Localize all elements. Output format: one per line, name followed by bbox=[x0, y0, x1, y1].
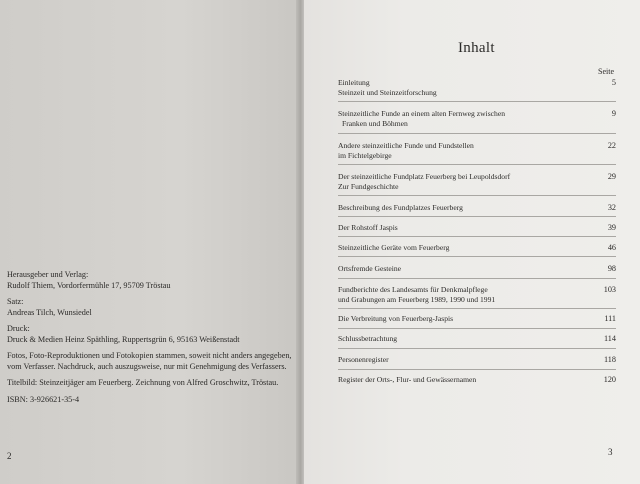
toc-page-number: 111 bbox=[604, 314, 616, 323]
toc-page-number: 5 bbox=[611, 78, 616, 87]
toc-entry: Schlussbetrachtung 114 bbox=[338, 334, 616, 343]
toc-page-number: 114 bbox=[604, 334, 616, 343]
imprint-isbn: ISBN: 3-926621-35-4 bbox=[7, 394, 80, 404]
toc-entry: Einleitung Steinzeit und Steinzeitforschung 5 bbox=[338, 78, 616, 97]
divider bbox=[338, 164, 616, 165]
imprint-printing: Druck: Druck & Medien Heinz Späthling, Ruppertsgrün 6, 95163 Weißenstadt bbox=[7, 324, 240, 344]
toc-title: Inhalt bbox=[458, 40, 495, 56]
toc-entry: Fundberichte des Landesamts für Denkmalpflege und Grabungen am Feuerberg 1989, 1990 und 1991 103 bbox=[338, 285, 616, 304]
divider bbox=[338, 278, 616, 279]
imprint-typesetting: Satz: Andreas Tilch, Wunsiedel bbox=[7, 297, 92, 317]
divider bbox=[338, 256, 616, 257]
toc-entry: Andere steinzeitliche Funde und Fundstellen im Fichtelgebirge 22 bbox=[338, 141, 616, 160]
toc-entry: Der Rohstoff Jaspis 39 bbox=[338, 223, 616, 232]
divider bbox=[338, 348, 616, 349]
toc-page-number: 29 bbox=[607, 172, 616, 181]
page-number-right: 3 bbox=[608, 447, 613, 457]
divider bbox=[338, 369, 616, 370]
toc-entry: Beschreibung des Fundplatzes Feuerberg 32 bbox=[338, 203, 616, 212]
toc-entry: Ortsfremde Gesteine 98 bbox=[338, 264, 616, 273]
toc-page-number: 118 bbox=[604, 355, 616, 364]
divider bbox=[338, 101, 616, 102]
toc-entry: Personenregister 118 bbox=[338, 355, 616, 364]
toc-page-number: 9 bbox=[611, 109, 616, 118]
divider bbox=[338, 308, 616, 309]
toc-entry: Register der Orts-, Flur- und Gewässernamen 120 bbox=[338, 375, 616, 384]
divider bbox=[338, 216, 616, 217]
divider bbox=[338, 195, 616, 196]
divider bbox=[338, 133, 616, 134]
toc-page-number: 22 bbox=[607, 141, 616, 150]
imprint-photo-credits: Fotos, Foto-Reproduktionen und Fotokopien stammen, soweit nicht anders angegeben, vom Verfasser. Nachdruck, auch auszugsweise, nur mit Genehmigung des Verfassers. bbox=[7, 351, 292, 371]
toc-entry: Steinzeitliche Geräte vom Feuerberg 46 bbox=[338, 243, 616, 252]
seite-column-header: Seite bbox=[598, 67, 614, 76]
toc-page-number: 39 bbox=[607, 223, 616, 232]
left-page bbox=[0, 0, 300, 484]
right-page bbox=[304, 0, 640, 484]
toc-page-number: 103 bbox=[603, 285, 616, 294]
toc-entry: Der steinzeitliche Fundplatz Feuerberg bei Leupoldsdorf Zur Fundgeschichte 29 bbox=[338, 172, 616, 191]
toc-page-number: 46 bbox=[607, 243, 616, 252]
toc-page-number: 32 bbox=[607, 203, 616, 212]
toc-page-number: 98 bbox=[607, 264, 616, 273]
toc-entry: Steinzeitliche Funde an einem alten Fernweg zwischen Franken und Böhmen 9 bbox=[338, 109, 616, 128]
divider bbox=[338, 328, 616, 329]
divider bbox=[338, 236, 616, 237]
toc-entry: Die Verbreitung von Feuerberg-Jaspis 111 bbox=[338, 314, 616, 323]
imprint-cover-credit: Titelbild: Steinzeitjäger am Feuerberg. Zeichnung von Alfred Groschwitz, Tröstau. bbox=[7, 378, 279, 387]
imprint bbox=[7, 270, 292, 411]
toc-page-number: 120 bbox=[603, 375, 616, 384]
page-number-left: 2 bbox=[7, 451, 12, 461]
imprint-publisher: Herausgeber und Verlag: Rudolf Thiem, Vordorfermühle 17, 95709 Tröstau bbox=[7, 270, 171, 290]
